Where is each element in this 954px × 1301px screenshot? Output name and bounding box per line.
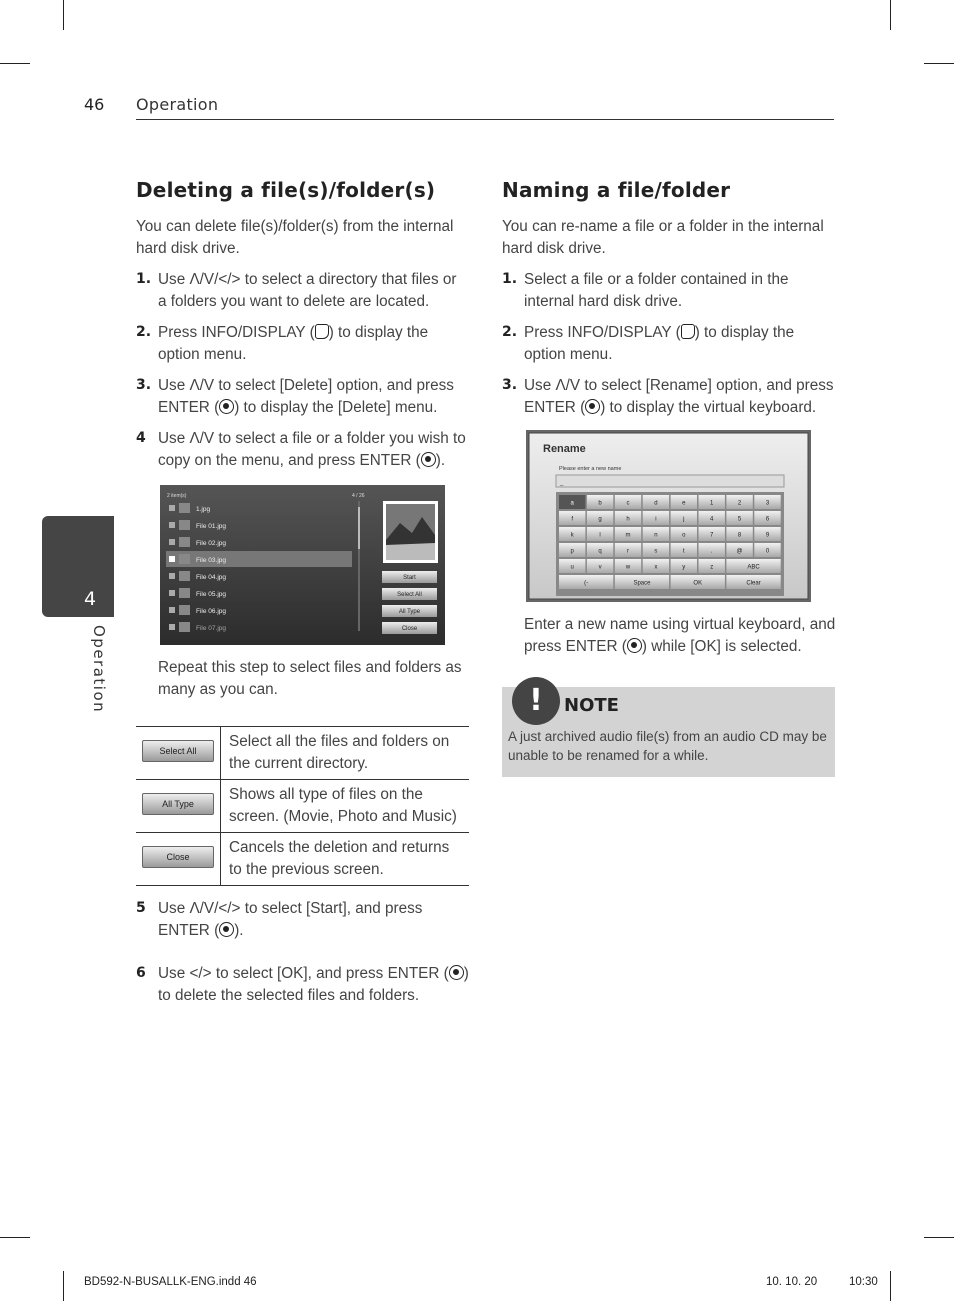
info-display-icon: [315, 324, 329, 339]
keyboard-key-label: r: [627, 548, 629, 555]
delete-title: Deleting a file(s)/folder(s): [136, 178, 436, 202]
keyboard-key-label: l: [599, 532, 601, 539]
header-rule: [136, 119, 834, 120]
keyboard-key-label: 2: [737, 500, 742, 507]
file-item: File 04.jpg: [196, 574, 226, 581]
crop-mark: [63, 1271, 64, 1301]
chapter-tab: [42, 516, 114, 617]
keyboard-key-label: 1: [710, 500, 714, 507]
delete-step: 2. Press INFO/DISPLAY ( ) to display the option menu.: [136, 324, 429, 363]
keyboard-key-label: ABC: [747, 564, 760, 571]
table-desc: Select all the files and folders on the current directory.: [221, 727, 470, 780]
exclamation-icon: !: [512, 677, 560, 725]
keyboard-key-label: @: [736, 548, 743, 555]
delete-step: 5 Use Λ/V/</> to select [Start], and press ENTER ( ).: [136, 900, 423, 939]
chapter-number: 4: [84, 588, 97, 610]
keyboard-key-label: .: [710, 548, 713, 555]
table-row: [136, 780, 469, 833]
note-body: A just archived audio file(s) from an audio CD may be unable to be renamed for a while.: [508, 729, 827, 763]
enter-icon: [627, 638, 642, 653]
footer-date: 10. 10. 20: [766, 1276, 818, 1288]
rename-step: 3. Use Λ/V to select [Rename] option, and press ENTER ( ) to display the virtual keyboard.: [502, 377, 834, 416]
option-table: [136, 726, 469, 886]
keyboard-key-label: q: [598, 548, 602, 555]
page-indicator: 4 / 26: [352, 493, 365, 499]
note-title: NOTE: [564, 695, 619, 716]
crop-mark: [924, 1237, 954, 1238]
keyboard-key-label: i: [655, 516, 657, 523]
keyboard-key-label: o: [682, 532, 686, 539]
rename-keyboard-screenshot: [526, 430, 811, 602]
keyboard-key-label: 9: [765, 532, 770, 539]
delete-step: 3. Use Λ/V to select [Delete] option, and press ENTER ( ) to display the [Delete] menu.: [136, 377, 454, 416]
rename-step: 2. Press INFO/DISPLAY ( ) to display the option menu.: [502, 324, 795, 363]
enter-icon: [219, 922, 234, 937]
start-button: Start: [403, 575, 416, 581]
keyboard-key-label: 5: [737, 516, 742, 523]
keyboard-key-label: f: [571, 516, 574, 523]
delete-intro: You can delete file(s)/folder(s) from the internal hard disk drive.: [136, 218, 454, 257]
left-column: [136, 178, 469, 1016]
table-desc: Cancels the deletion and returns to the previous screen.: [221, 833, 470, 886]
keyboard-key-label: k: [570, 532, 574, 539]
keyboard-key-label: 8: [737, 532, 742, 539]
file-item: File 01.jpg: [196, 523, 226, 530]
table-row: [136, 727, 469, 780]
keyboard-key-label: a: [570, 500, 574, 507]
keyboard-key-label: Clear: [746, 580, 761, 587]
note-box: [502, 683, 835, 777]
keyboard-key-label: c: [626, 500, 630, 507]
crop-mark: [0, 63, 30, 64]
keyboard-graphic: [526, 430, 811, 602]
footer-time: 10:30: [849, 1276, 878, 1288]
repeat-note: Repeat this step to select files and folders as many as you can.: [158, 659, 462, 698]
keyboard-key-label: h: [626, 516, 630, 523]
rename-intro: You can re-name a file or a folder in the internal hard disk drive.: [502, 218, 824, 257]
enter-icon: [219, 399, 234, 414]
all-type-button: All Type: [142, 793, 214, 815]
info-display-icon: [681, 324, 695, 339]
file-item: File 05.jpg: [196, 591, 226, 598]
keyboard-key-label: t: [682, 548, 685, 555]
delete-step: 4 Use Λ/V to select a file or a folder you wish to copy on the menu, and press ENTER ( ).: [136, 430, 466, 469]
keyboard-key-label: z: [710, 564, 714, 571]
keyboard-key-label: x: [654, 564, 658, 571]
keyboard-input: _: [560, 480, 564, 486]
keyboard-key-label: g: [598, 516, 602, 523]
file-item: 1.jpg: [196, 506, 211, 513]
keyboard-key-label: n: [654, 532, 658, 539]
item-count: 2 item(s): [167, 493, 187, 499]
keyboard-key-label: j: [683, 516, 685, 523]
keyboard-key-label: (-: [584, 580, 589, 587]
close-button: Close: [401, 626, 418, 632]
crop-mark: [890, 0, 891, 30]
rename-title: Naming a file/folder: [502, 178, 731, 202]
keyboard-key-label: 0: [765, 548, 770, 555]
delete-menu-screenshot: [160, 485, 445, 645]
keyboard-key-label: w: [625, 564, 631, 571]
right-column: Naming a file/folder You can re-name a file or a folder in the internal hard disk drive. 1. Select a file or a folder contained in the internal hard disk drive. 2. Press INFO/DISPLAY ( ) to display the option menu. 3. Use Λ/V to select [Rename] option, and press ENTER ( ) to display the virtual keyboard. Rename Please enter a new name _ a b c d e 1 2 3 f g h i j 4 5 6 k l m n o 7 8 9 p q r s t . @ 0 u v w x y z ABC (- Space OK Clear Enter a new name using virtual keyboard, and press ENTER ( ) while [OK] is selected. ! NOTE A just archived audio file(s) from an audio CD may be unable to be renamed for a while.: [502, 178, 836, 777]
keyboard-instruction: Enter a new name using virtual keyboard, and press ENTER (: [524, 616, 836, 655]
select-all-button: Select All: [397, 592, 422, 598]
chapter-label: Operation: [90, 625, 108, 714]
enter-icon: [449, 965, 464, 980]
close-button: Close: [142, 846, 214, 868]
keyboard-title: Rename: [543, 443, 586, 455]
keyboard-key-label: s: [654, 548, 658, 555]
section-header: Operation: [136, 95, 219, 114]
file-item: File 03.jpg: [196, 557, 226, 564]
keyboard-key-label: 3: [765, 500, 770, 507]
keyboard-key-label: e: [682, 500, 686, 507]
keyboard-key-label: OK: [693, 580, 703, 587]
keyboard-key-label: u: [570, 564, 574, 571]
keyboard-key-label: p: [570, 548, 574, 555]
table-desc: Shows all type of files on the screen. (Movie, Photo and Music): [221, 780, 470, 833]
file-item: File 02.jpg: [196, 540, 226, 547]
keyboard-key-label: Space: [633, 580, 651, 587]
delete-step: 6 Use </> to select [OK], and press ENTER ( ) to delete the selected files and folders.: [136, 965, 469, 1004]
delete-step: 1. Use Λ/V/</> to select a directory that files or a folders you want to delete are located.: [136, 271, 457, 310]
table-row: [136, 833, 469, 886]
select-all-button: Select All: [142, 740, 214, 762]
page-number: 46: [84, 95, 105, 114]
enter-icon: [585, 399, 600, 414]
keyboard-key-label: 4: [710, 516, 714, 523]
keyboard-prompt: Please enter a new name: [559, 466, 622, 472]
crop-mark: [890, 1271, 891, 1301]
rename-step: 1. Select a file or a folder contained in the internal hard disk drive.: [502, 271, 789, 310]
enter-icon: [421, 452, 436, 467]
keyboard-key-label: 6: [765, 516, 770, 523]
file-item: File 07.jpg: [196, 625, 226, 632]
crop-mark: [0, 1237, 30, 1238]
keyboard-key-label: v: [598, 564, 602, 571]
crop-mark: [63, 0, 64, 30]
keyboard-key-label: 7: [710, 532, 714, 539]
keyboard-key-label: m: [625, 532, 631, 539]
keyboard-key-label: b: [598, 500, 602, 507]
footer-file: BD592-N-BUSALLK-ENG.indd 46: [84, 1276, 257, 1288]
crop-mark: [924, 63, 954, 64]
all-type-button: All Type: [398, 609, 421, 615]
delete-menu-graphic: [160, 485, 445, 645]
keyboard-key-label: d: [654, 500, 658, 507]
file-item: File 06.jpg: [196, 608, 226, 615]
keyboard-key-label: y: [682, 564, 686, 571]
